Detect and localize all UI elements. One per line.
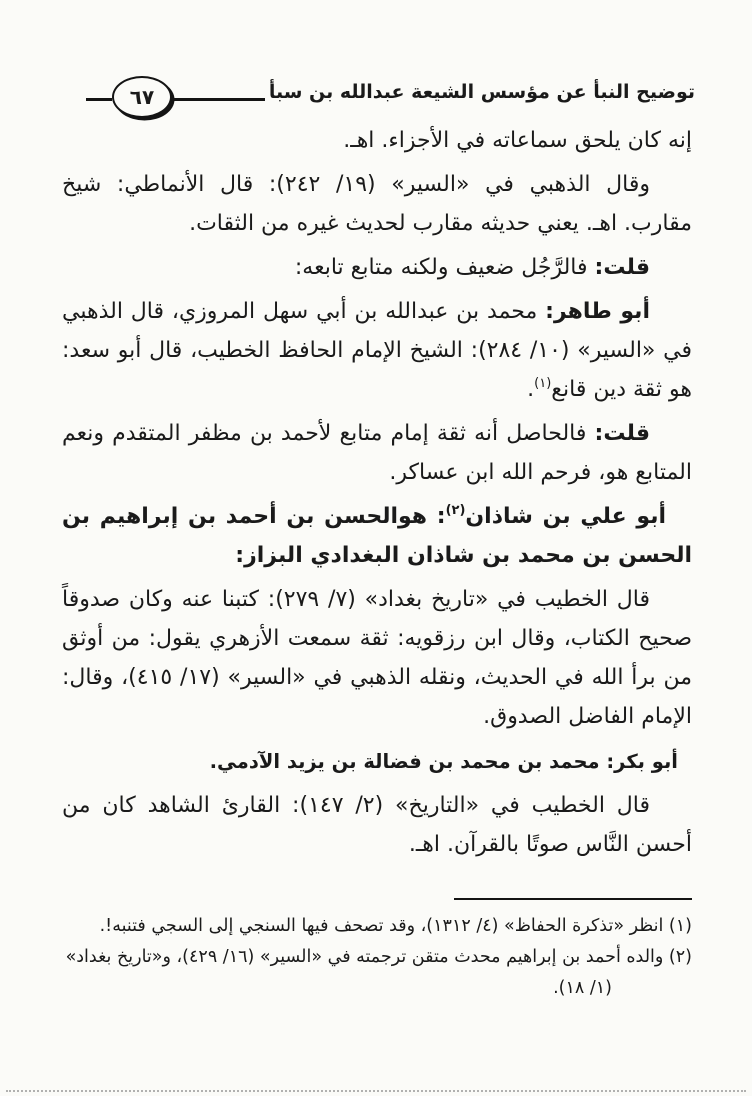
paragraph-dhahabi-quote: وقال الذهبي في «السير» (١٩/ ٢٤٢): قال الأنماطي: شيخ مقارب. اهـ. يعني حديثه مقارب لحديث غيره من الثقات. xyxy=(62,172,692,236)
paragraph-abu-bakr: أبو بكر: محمد بن محمد بن فضالة بن يزيد الآدمي. xyxy=(209,750,678,773)
header-rule xyxy=(174,98,265,101)
abu-tahir-tail: . xyxy=(527,377,535,402)
qultu-text: فالرَّجُل ضعيف ولكنه متابع تابعه: xyxy=(294,255,595,280)
page-header xyxy=(0,70,752,120)
qultu-lead-2: قلت: xyxy=(594,421,650,446)
footnote-2-line-1: (٢) والده أحمد بن إبراهيم محدث متقن ترجمته في «السير» (١٦/ ٤٢٩)، و«تاريخ بغداد» xyxy=(65,947,692,967)
paragraph-abu-ali-shadhan xyxy=(62,497,692,575)
footnote-1: (١) انظر «تذكرة الحفاظ» (٤/ ١٣١٢)، وقد تصحف فيها السنجي إلى السجي فتنبه!. xyxy=(99,916,692,936)
paragraph-khatib-baghdad: قال الخطيب في «تاريخ بغداد» (٧/ ٢٧٩): كتبنا عنه وكان صدوقاً صحيح الكتاب، وقال ابن رزقويه: ثقة سمعت الأزهري يقول: من أوثق من برأ الله في الحديث، ونقله الذهبي في «السير» (١٧/ ٤١٥)، وقال: الإمام الفاضل الصدوق. xyxy=(62,587,693,729)
abu-tahir-lead: أبو طاهر: xyxy=(545,299,650,324)
paragraph-intro: إنه كان يلحق سماعاته في الأجزاء. اهـ. xyxy=(343,128,692,153)
footnote-ref-2: (٢) xyxy=(445,503,466,518)
paragraph-khatib-tarikh: قال الخطيب في «التاريخ» (٢/ ١٤٧): القارئ الشاهد كان من أحسن النَّاس صوتًا بالقرآن. اهـ. xyxy=(62,793,692,857)
abu-tahir-text: محمد بن عبدالله بن أبي سهل المروزي، قال الذهبي في «السير» (١٠/ ٢٨٤): الشيخ الإمام الحافظ الخطيب، قال أبو سعد: هو ثقة دين قانع xyxy=(62,299,693,402)
page-number: ٦٧ xyxy=(129,85,155,109)
qultu-lead: قلت: xyxy=(594,255,650,280)
footnotes-section xyxy=(62,898,692,1004)
paragraph-qultu-weak xyxy=(62,248,692,287)
paragraph-qultu-summary xyxy=(62,414,692,492)
page-number-badge xyxy=(112,76,172,118)
header-rule-left xyxy=(86,98,112,101)
footnote-separator xyxy=(454,898,692,900)
abu-ali-name: أبو علي بن شاذان xyxy=(465,504,666,529)
scan-edge-artifact xyxy=(6,1090,746,1092)
footnote-ref-1: (١) xyxy=(534,376,552,391)
abu-ali-text: : هوالحسن بن أحمد بن إبراهيم بن الحسن بن محمد بن شاذان البغدادي البزاز: xyxy=(62,504,692,568)
footnote-2-line-2: (١/ ١٨). xyxy=(553,978,612,998)
qultu-text-2: فالحاصل أنه ثقة إمام متابع لأحمد بن مظفر المتقدم ونعم المتابع هو، فرحم الله ابن عساكر. xyxy=(62,421,692,485)
paragraph-abu-tahir xyxy=(62,292,692,409)
page-content xyxy=(62,121,692,869)
book-title: توضيح النبأ عن مؤسس الشيعة عبدالله بن سبأ xyxy=(268,81,695,103)
